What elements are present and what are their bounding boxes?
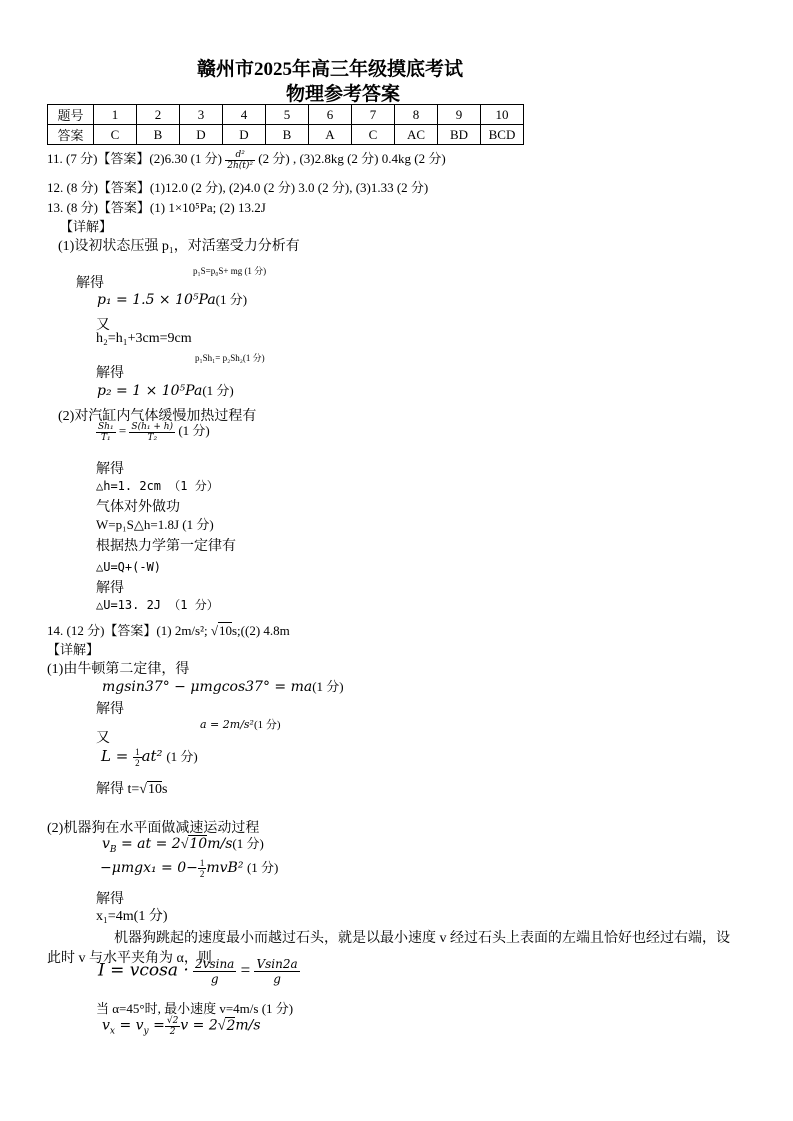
q14-frac-num: 1 (135, 747, 140, 758)
q14-vb-sub: B (109, 844, 117, 855)
q14-range-formula: I = vcosa · (98, 960, 189, 981)
q11-suffix: (2 分) , (3)2.8kg (2 分) 0.4kg (2 分) (258, 151, 446, 166)
q14-line-14: 此时 v 与水平夹角为 α，则 (47, 951, 212, 966)
q13-line-3: 解得 (76, 276, 104, 291)
q13-line-18: 解得 (96, 581, 124, 596)
q13-frac-den: T₂ (147, 432, 158, 443)
q13-line-5: 又 (96, 318, 110, 333)
q14-line-17 (102, 1016, 261, 1037)
q14-eq: = (148, 1017, 165, 1034)
q14-line-10 (100, 857, 278, 879)
sqrt-icon: √ (139, 782, 147, 797)
q13-line-19: △U=13. 2J （1 分） (96, 598, 219, 612)
q14-frac-num: 2vsina (195, 957, 235, 971)
answer-table (47, 104, 524, 145)
q14-formula-at2: at² (141, 747, 163, 765)
q12-line: 12. (8 分)【答案】(1)12.0 (2 分), (2)4.0 (2 分) 3.0 (2 分), (3)1.33 (2 分) (47, 180, 429, 195)
q11-fraction (225, 150, 255, 171)
q14-score: (1 分) (246, 860, 279, 875)
q14-vb: v (102, 836, 110, 852)
q13-line-10: (2)对汽缸内气体缓慢加热过程有 (58, 409, 257, 424)
q14-frac-num: √2 (166, 1016, 179, 1026)
q14-line-15 (98, 957, 300, 986)
table-cell: 5 (266, 105, 309, 125)
page-title: 赣州市2025年高三年级摸底考试 (197, 59, 464, 80)
q14-t-unit: s (161, 782, 168, 797)
q14-head-sqrt: 10 (219, 623, 232, 638)
q14-frac-den: 2 (199, 869, 205, 880)
table-cell: 6 (309, 105, 352, 125)
q13-score: (1 分) (202, 383, 234, 398)
q13-line-4 (97, 289, 247, 309)
q14-line-9 (102, 833, 264, 855)
q11-line (47, 148, 446, 171)
q13-formula-p2: p₂ = 1 × 10⁵Pa (97, 383, 203, 399)
q13-frac-num: Sh₁ (98, 421, 114, 432)
q14-score: (1 分) (253, 719, 281, 731)
q14-score: (1 分) (312, 679, 344, 694)
q14-line-13: 机器狗跳起的速度最小而越过石头，就是以最小速度 v 经过石头上表面的左端且恰好也经过右端，设 (114, 931, 730, 946)
q14-range-frac-2 (254, 957, 299, 986)
page-subtitle: 物理参考答案 (286, 84, 401, 105)
q14-half-fraction (133, 747, 142, 768)
table-cell: A (309, 125, 352, 145)
q14-line-16: 当 α=45°时, 最小速度 v=4m/s (1 分) (96, 1001, 294, 1016)
q13-line-15: W=p₁S△h=1.8J (1 分) (96, 517, 214, 532)
q13-line-1: (1)设初状态压强 p₁，对活塞受力分析有 (58, 239, 300, 254)
q14-formula-a: a = 2m/s² (200, 718, 254, 731)
table-cell: B (137, 125, 180, 145)
q13-frac-num: S(h₁ + h) (131, 421, 174, 432)
table-cell: 7 (352, 105, 395, 125)
table-header-number: 题号 (48, 105, 94, 125)
q13-formula-p1: p₁ = 1.5 × 10⁵Pa (97, 292, 216, 308)
q13-frac-den: T₁ (100, 432, 111, 443)
table-cell: C (94, 125, 137, 145)
table-cell: D (223, 125, 266, 145)
q14-head-text: 14. (12 分)【答案】(1) 2m/s²; (47, 623, 208, 638)
q13-frac-right (129, 422, 175, 443)
q14-frac-den: 2 (169, 1027, 176, 1037)
q14-frac-num: Vsin2a (256, 957, 298, 971)
table-cell: C (352, 125, 395, 145)
table-cell: 1 (94, 105, 137, 125)
q11-frac-num: d² (225, 150, 255, 161)
q13-line-2: p₁S=p₀S+ mg (1 分) (193, 266, 267, 276)
sqrt-icon: √ (217, 1018, 226, 1034)
table-cell: AC (395, 125, 438, 145)
q13-line-17: △U=Q+(-W) (96, 560, 162, 574)
q14-score: (1 分) (232, 836, 264, 851)
q14-head-tail: s;((2) 4.8m (232, 623, 290, 638)
table-cell: BCD (481, 125, 524, 145)
q14-vb-eq: = at = 2 (116, 836, 181, 852)
q14-v-unit: m/s (235, 1017, 261, 1034)
q14-head (47, 620, 290, 639)
q13-line-11: $\frac{\text{Sh₁}}{\text{T₁}}$ = $\frac{\text{S(h₁ + h)}}{\text{T₂}}$ (1 分) (98, 421, 210, 443)
table-cell: BD (438, 125, 481, 145)
q14-vy-sub: y (143, 1026, 149, 1037)
q14-t-label: 解得 t= (96, 782, 140, 797)
q13-detail-label: 【详解】 (60, 219, 113, 234)
q14-line-4 (200, 716, 281, 732)
q14-line-8: (2)机器狗在水平面做减速运动过程 (47, 821, 260, 836)
q14-t-sqrt: 10 (147, 782, 162, 797)
q11-frac-den: 2h(t)² (227, 160, 254, 171)
q11-prefix: 11. (7 分)【答案】(2)6.30 (1 分) (47, 151, 222, 166)
q14-line-1: (1)由牛顿第二定律，得 (47, 662, 190, 677)
q14-root2-fraction (165, 1016, 180, 1037)
sqrt-icon: √ (210, 623, 218, 638)
q14-frac-den: g (210, 972, 219, 986)
table-cell: 8 (395, 105, 438, 125)
q14-frac-den: 2 (135, 758, 140, 769)
table-row-numbers (48, 105, 524, 125)
table-header-answer: 答案 (48, 125, 94, 145)
table-cell: D (180, 125, 223, 145)
q14-friction-tail: mvB² (206, 860, 244, 876)
q14-line-3: 解得 (96, 702, 124, 717)
table-cell: 3 (180, 105, 223, 125)
q14-vb-unit: m/s (207, 836, 233, 852)
q14-vx: v (102, 1017, 110, 1034)
q14-frac-num: 1 (199, 858, 205, 869)
q13-line-8: 解得 (96, 366, 124, 381)
q14-line-12: x₁=4m(1 分) (96, 909, 168, 924)
table-cell: B (266, 125, 309, 145)
q14-vy: = v (115, 1017, 144, 1034)
q13-line-7: p₁Sh₁= p₂Sh₂(1 分) (195, 353, 265, 363)
q13-head: 13. (8 分)【答案】(1) 1×10⁵Pa; (2) 13.2J (47, 200, 266, 215)
q13-line-6: h₂=h₁+3cm=9cm (96, 331, 192, 346)
q14-detail-label: 【详解】 (47, 642, 100, 657)
table-cell: 4 (223, 105, 266, 125)
table-row-answers (48, 125, 524, 145)
q14-line-5: 又 (96, 731, 110, 746)
q13-score: (1 分) (178, 423, 210, 438)
q14-formula-l: L = (101, 747, 134, 765)
q14-vb-sqrt: 10 (189, 836, 208, 852)
q13-frac-left (96, 422, 116, 443)
q14-line-7 (96, 778, 167, 798)
q14-v-eq: v = 2 (180, 1017, 218, 1034)
table-cell: 10 (481, 105, 524, 125)
q14-line-2 (102, 676, 344, 696)
q13-line-9 (97, 380, 234, 400)
q14-score: (1 分) (166, 749, 198, 764)
sqrt-icon: √ (180, 837, 189, 852)
q13-line-16: 根据热力学第一定律有 (96, 539, 236, 554)
table-cell: 2 (137, 105, 180, 125)
q14-line-6 (101, 746, 198, 768)
q14-formula-newton: mgsin37° − μmgcos37° = ma (102, 679, 313, 695)
table-cell: 9 (438, 105, 481, 125)
q14-vx-sub: x (109, 1026, 115, 1037)
q14-range-frac-1 (193, 957, 236, 986)
q14-friction: −μmgx₁ = 0− (100, 860, 198, 876)
q13-score: (1 分) (215, 292, 248, 307)
q14-frac-den: g (273, 972, 281, 986)
q14-equals: = (240, 960, 251, 980)
q13-line-12: 解得 (96, 462, 124, 477)
q13-line-14: 气体对外做功 (96, 500, 180, 515)
q14-line-11: 解得 (96, 892, 124, 907)
q14-v-sqrt: 2 (226, 1017, 236, 1034)
q13-line-13: △h=1. 2cm （1 分） (96, 479, 219, 493)
